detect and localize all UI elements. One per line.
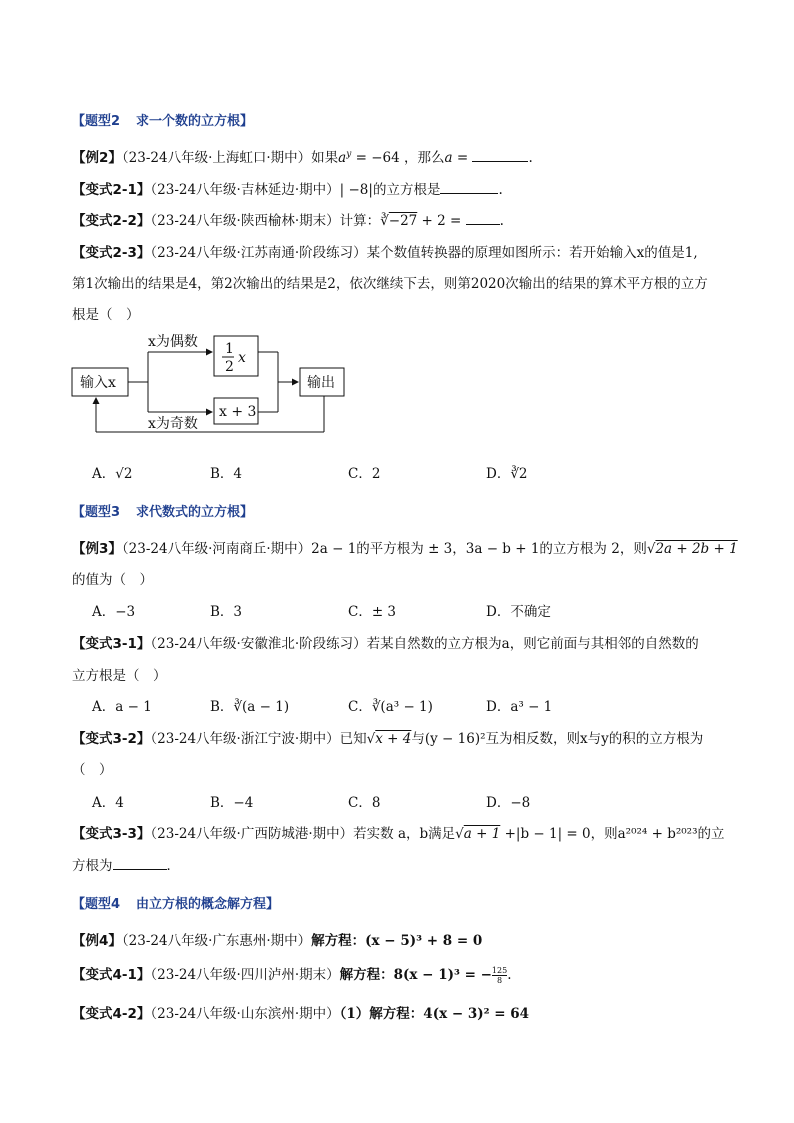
section-heading-3 (72, 501, 253, 520)
text: . (507, 967, 512, 983)
option-d[interactable]: D．∛2 (486, 466, 528, 482)
problem-source: （23-24八年级·山东滨州·期中） (150, 1006, 340, 1022)
variant-2-1 (72, 178, 503, 198)
answer-blank[interactable] (466, 212, 500, 225)
problem-label: 【变式2-3】 (72, 245, 151, 261)
output-label: 输出 (307, 375, 335, 391)
option-b[interactable]: B．4 (210, 466, 243, 482)
problem-label: 【变式3-1】 (72, 636, 151, 652)
text: 与(y − 16)²互为相反数，则x与y的积的立方根为 (411, 731, 704, 747)
text: 已知 (339, 731, 367, 747)
variant-4-1 (72, 963, 512, 985)
variant-2-3 (72, 241, 698, 261)
example-3 (72, 537, 738, 557)
text: = −64 ，那么 (351, 150, 445, 166)
option-c[interactable]: C．8 (348, 795, 381, 811)
problem-source: （23-24八年级·河南商丘·期中） (121, 541, 312, 557)
sqrt-sign: √ (455, 826, 464, 842)
option-c[interactable]: C．2 (348, 466, 381, 482)
option-d[interactable]: D．不确定 (486, 604, 551, 620)
text: 方根为 (72, 858, 113, 874)
option-b[interactable]: B．−4 (210, 795, 254, 811)
section-tag: 【题型2 (72, 114, 121, 129)
radicand: −27 (388, 213, 418, 229)
number-converter-diagram (70, 332, 370, 442)
option-c[interactable]: C．∛(a³ − 1) (348, 699, 433, 715)
section-tag: 【题型3 (72, 505, 121, 520)
variant-3-2-line2: （ ） (72, 762, 113, 778)
section-heading-2 (72, 110, 253, 129)
radicand: 2a + 2b + 1 (655, 541, 738, 557)
section-title: 求代数式的立方根】 (136, 505, 254, 520)
text: 某个数值转换器的原理如图所示：若开始输入x的值是1, (366, 245, 698, 261)
section-title: 求一个数的立方根】 (136, 114, 254, 129)
option-a[interactable]: A．4 (92, 795, 124, 811)
equation: 解方程：8(x − 1)³ = − (339, 967, 492, 983)
math: a (338, 150, 347, 166)
problem-label: 【例3】 (72, 541, 122, 557)
problem-label: 【变式2-1】 (72, 182, 151, 198)
answer-blank[interactable] (440, 181, 498, 194)
problem-source: （23-24八年级·江苏南通·阶段练习） (150, 245, 367, 261)
text: + 2 = (417, 213, 466, 229)
problem-label: 【变式4-2】 (72, 1006, 151, 1022)
problem-source: （23-24八年级·浙江宁波·期中） (150, 731, 340, 747)
text: 若实数 a，b满足 (353, 826, 456, 842)
problem-label: 【例4】 (72, 933, 122, 949)
text: . (499, 213, 504, 229)
option-b[interactable]: B．∛(a − 1) (210, 699, 290, 715)
fraction-numerator: 1 (225, 341, 234, 357)
example-2 (72, 146, 533, 166)
variant-3-3-line2 (72, 854, 180, 874)
variant-2-3-line3: 根是（ ） (72, 307, 140, 323)
text: . (528, 150, 533, 166)
problem-label: 【变式3-2】 (72, 731, 151, 747)
text: ． (166, 858, 180, 874)
variant-2-2 (72, 209, 504, 229)
section-title: 由立方根的概念解方程】 (136, 897, 280, 912)
problem-label: 【变式2-2】 (72, 213, 151, 229)
text: 如果 (311, 150, 339, 166)
problem-source: （23-24八年级·四川泸州·期末） (150, 967, 340, 983)
equation: 解方程：(x − 5)³ + 8 = 0 (311, 933, 483, 949)
option-b[interactable]: B．3 (210, 604, 243, 620)
text: | −8|的立方根是 (339, 182, 441, 198)
radicand: x + 4 (375, 731, 412, 747)
fraction-denominator: 2 (225, 359, 234, 375)
math: a = (444, 150, 473, 166)
option-a[interactable]: A．−3 (92, 604, 136, 620)
problem-label: 【变式4-1】 (72, 967, 151, 983)
fraction-numerator: 125 (491, 966, 508, 975)
text: 计算： (339, 213, 381, 229)
variant-3-1 (72, 632, 699, 652)
half-box (214, 336, 258, 376)
problem-source: （23-24八年级·上海虹口·期中） (121, 150, 312, 166)
problem-label: 【例2】 (72, 150, 122, 166)
text: +|b − 1| = 0，则a²⁰²⁴ + b²⁰²³的立 (500, 826, 725, 842)
plus3-label: x + 3 (219, 404, 257, 420)
input-label: 输入x (80, 375, 116, 391)
option-d[interactable]: D．a³ − 1 (486, 699, 553, 715)
variant-3-3 (72, 822, 724, 842)
math-sup: y (346, 149, 352, 160)
problem-source: （23-24八年级·广东惠州·期中） (121, 933, 312, 949)
even-label: x为偶数 (148, 334, 198, 350)
fraction (492, 966, 507, 985)
fraction-variable: x (238, 350, 246, 366)
variant-2-3-line2: 第1次输出的结果是4，第2次输出的结果是2，依次继续下去，则第2020次输出的结果的算术平方根的立方 (72, 276, 708, 292)
variant-4-2 (72, 1002, 529, 1022)
text: 若某自然数的立方根为a，则它前面与其相邻的自然数的 (366, 636, 699, 652)
answer-blank[interactable] (113, 857, 167, 870)
problem-label: 【变式3-3】 (72, 826, 151, 842)
option-d[interactable]: D．−8 (486, 795, 531, 811)
section-heading-4 (72, 893, 279, 912)
equation: （1）解方程：4(x − 3)² = 64 (339, 1006, 530, 1022)
problem-source: （23-24八年级·广西防城港·期中） (150, 826, 354, 842)
variant-3-1-line2: 立方根是（ ） (72, 668, 167, 684)
problem-source: （23-24八年级·安徽淮北·阶段练习） (150, 636, 367, 652)
answer-blank[interactable] (472, 149, 528, 162)
radicand: a + 1 (463, 826, 501, 842)
variant-3-2 (72, 727, 703, 747)
cube-root-sign: ∛ (380, 213, 389, 229)
fraction-denominator: 8 (497, 976, 503, 985)
text: . (498, 182, 503, 198)
sqrt-sign: √ (646, 541, 656, 557)
problem-source: （23-24八年级·陕西榆林·期末） (150, 213, 340, 229)
option-a[interactable]: A．√2 (92, 466, 133, 482)
example-3-line2: 的值为（ ） (72, 572, 153, 588)
problem-source: （23-24八年级·吉林延边·期中） (150, 182, 340, 198)
sqrt-sign: √ (366, 731, 376, 747)
odd-label: x为奇数 (148, 416, 198, 432)
text: 2a − 1的平方根为 ± 3，3a − b + 1的立方根为 2，则 (311, 541, 647, 557)
option-a[interactable]: A．a − 1 (92, 699, 152, 715)
option-c[interactable]: C．± 3 (348, 604, 397, 620)
section-tag: 【题型4 (72, 897, 121, 912)
example-4 (72, 929, 482, 949)
